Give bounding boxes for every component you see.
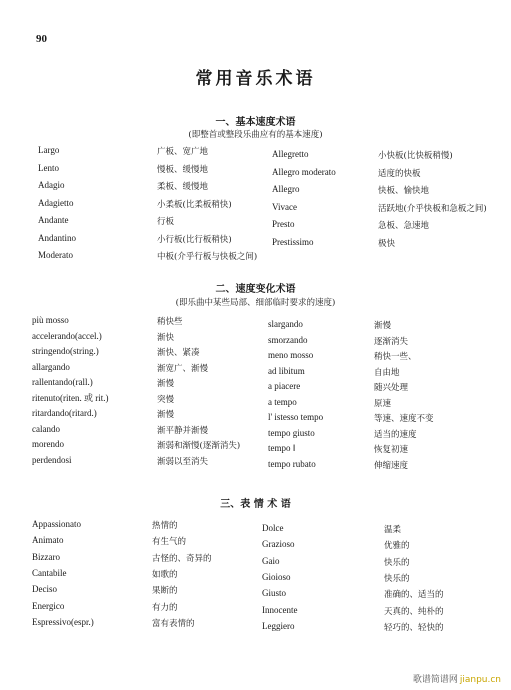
meaning-item: 自由地 <box>374 367 400 378</box>
meaning-item: 渐慢 <box>157 410 175 420</box>
meaning-item: 渐慢 <box>157 379 175 389</box>
term-item: Leggiero <box>262 620 295 631</box>
meaning-item: 急板、急速地 <box>378 221 430 231</box>
meaning-item: 随兴处理 <box>374 383 409 393</box>
term-item: a piacere <box>268 381 301 391</box>
meaning-item: 天真的、纯朴的 <box>384 606 444 617</box>
meaning-item: 柔板、缓慢地 <box>157 182 209 192</box>
term-item: a tempo <box>268 396 297 407</box>
term-item: Bizzaro <box>32 551 60 562</box>
term-item: Presto <box>272 219 295 229</box>
term-item: tempo rubato <box>268 458 316 469</box>
term-item: slargando <box>268 319 303 329</box>
section1-heading: 一、基本速度术语 <box>215 117 296 128</box>
meaning-item: 有力的 <box>152 602 178 613</box>
term-item: accelerando(accel.) <box>32 330 102 341</box>
meaning-item: 小快板(比快板稍慢) <box>378 151 453 161</box>
term-item: morendo <box>32 439 64 449</box>
term-item: stringendo(string.) <box>32 346 99 356</box>
meaning-item: 温柔 <box>384 525 402 535</box>
watermark-site-name: 歌谱简谱网 <box>412 675 458 685</box>
term-item: tempo Ⅰ <box>268 443 296 453</box>
term-item: Lento <box>38 162 59 173</box>
term-item: rallentando(rall.) <box>32 377 93 387</box>
meaning-item: 适当的速度 <box>374 429 417 440</box>
term-item: l' istesso tempo <box>268 412 324 422</box>
meaning-item: 轻巧的、轻快的 <box>384 622 444 633</box>
meaning-item: 有生气的 <box>152 537 187 548</box>
term-item: Deciso <box>32 584 57 595</box>
term-item: meno mosso <box>268 350 314 360</box>
term-item: Appassionato <box>32 519 81 529</box>
term-item: Allegretto <box>272 149 309 159</box>
watermark <box>413 672 501 685</box>
meaning-item: 行板 <box>157 217 175 227</box>
meaning-item: 快板、愉快地 <box>378 186 430 196</box>
term-item: allargando <box>32 361 70 372</box>
meaning-item: 果断的 <box>152 586 178 597</box>
term-item: Adagio <box>38 180 65 190</box>
meaning-item: 伸缩速度 <box>374 460 409 471</box>
term-item: Cantabile <box>32 567 67 578</box>
term-item: Largo <box>38 145 60 155</box>
meaning-item: 渐弱和渐慢(逐渐消失) <box>157 441 241 451</box>
term-item: smorzando <box>268 334 308 345</box>
term-item: Innocente <box>262 604 298 615</box>
meaning-item: 活跃地(介乎快板和急板之间) <box>378 203 487 214</box>
term-item: ritenuto(riten. 或 rit.) <box>32 392 109 403</box>
term-item: Vivace <box>272 201 297 212</box>
meaning-item: 准确的、适当的 <box>384 590 444 601</box>
term-item: Gaio <box>262 555 280 566</box>
meaning-item: 逐渐消失 <box>374 336 409 347</box>
term-item: Allegro moderato <box>272 166 336 177</box>
term-item: Espressivo(espr.) <box>32 616 94 627</box>
page-title: 常用音乐术语 <box>195 69 316 89</box>
meaning-item: 极快 <box>378 238 396 249</box>
meaning-item: 突慢 <box>157 394 175 405</box>
meaning-item: 渐慢 <box>374 321 392 331</box>
meaning-item: 渐快 <box>157 332 175 343</box>
term-item: tempo giusto <box>268 427 315 438</box>
term-item: Giusto <box>262 588 287 599</box>
meaning-item: 小行板(比行板稍快) <box>157 234 232 245</box>
meaning-item: 富有表情的 <box>152 618 195 629</box>
term-item: Gioioso <box>262 571 291 582</box>
meaning-item: 古怪的、奇异的 <box>152 553 212 564</box>
section1-subheading: (即整首或整段乐曲应有的基本速度) <box>188 130 323 140</box>
meaning-item: 恢复初速 <box>374 445 409 455</box>
term-item: più mosso <box>32 315 69 325</box>
meaning-item: 广板、宽广地 <box>157 147 209 157</box>
meaning-item: 渐弱以至消失 <box>157 456 209 467</box>
meaning-item: 渐平静并渐慢 <box>157 425 209 436</box>
meaning-item: 快乐的 <box>384 573 410 584</box>
meaning-item: 稍快些 <box>157 317 183 327</box>
term-item: Dolce <box>262 523 284 533</box>
term-item: calando <box>32 423 60 434</box>
meaning-item: 热情的 <box>152 521 178 531</box>
section3-heading: 三、表 情 术 语 <box>220 499 291 510</box>
meaning-item: 原速 <box>374 398 392 409</box>
term-item: ritardando(ritard.) <box>32 408 97 418</box>
meaning-item: 中板(介乎行板与快板之间) <box>157 252 258 262</box>
term-item: Andante <box>38 215 69 225</box>
term-item: Adagietto <box>38 197 74 208</box>
term-item: ad libitum <box>268 365 305 376</box>
meaning-item: 稍快一些、 <box>374 352 417 362</box>
term-item: Energico <box>32 600 65 611</box>
term-item: perdendosi <box>32 454 72 465</box>
section2-subheading: (即乐曲中某些局部、细部临时要求的速度) <box>175 298 336 308</box>
page-number: 90 <box>36 33 47 45</box>
term-item: Grazioso <box>262 539 295 550</box>
meaning-item: 慢板、缓慢地 <box>157 164 209 175</box>
term-item: Andantino <box>38 232 76 243</box>
meaning-item: 渐快、紧凑 <box>157 348 200 358</box>
meaning-item: 适度的快板 <box>378 168 421 179</box>
meaning-item: 优雅的 <box>384 541 410 552</box>
meaning-item: 如歌的 <box>152 569 178 580</box>
meaning-item: 渐宽广、渐慢 <box>157 363 209 374</box>
term-item: Prestissimo <box>272 236 314 247</box>
term-item: Animato <box>32 535 64 546</box>
meaning-item: 快乐的 <box>384 557 410 568</box>
term-item: Allegro <box>272 184 300 194</box>
term-item: Moderato <box>38 250 73 260</box>
meaning-item: 小柔板(比柔板稍快) <box>157 199 232 210</box>
section2-heading: 二、速度变化术语 <box>215 284 296 295</box>
watermark-url: jianpu.cn <box>459 675 501 685</box>
meaning-item: 等速、速度不变 <box>374 414 434 424</box>
